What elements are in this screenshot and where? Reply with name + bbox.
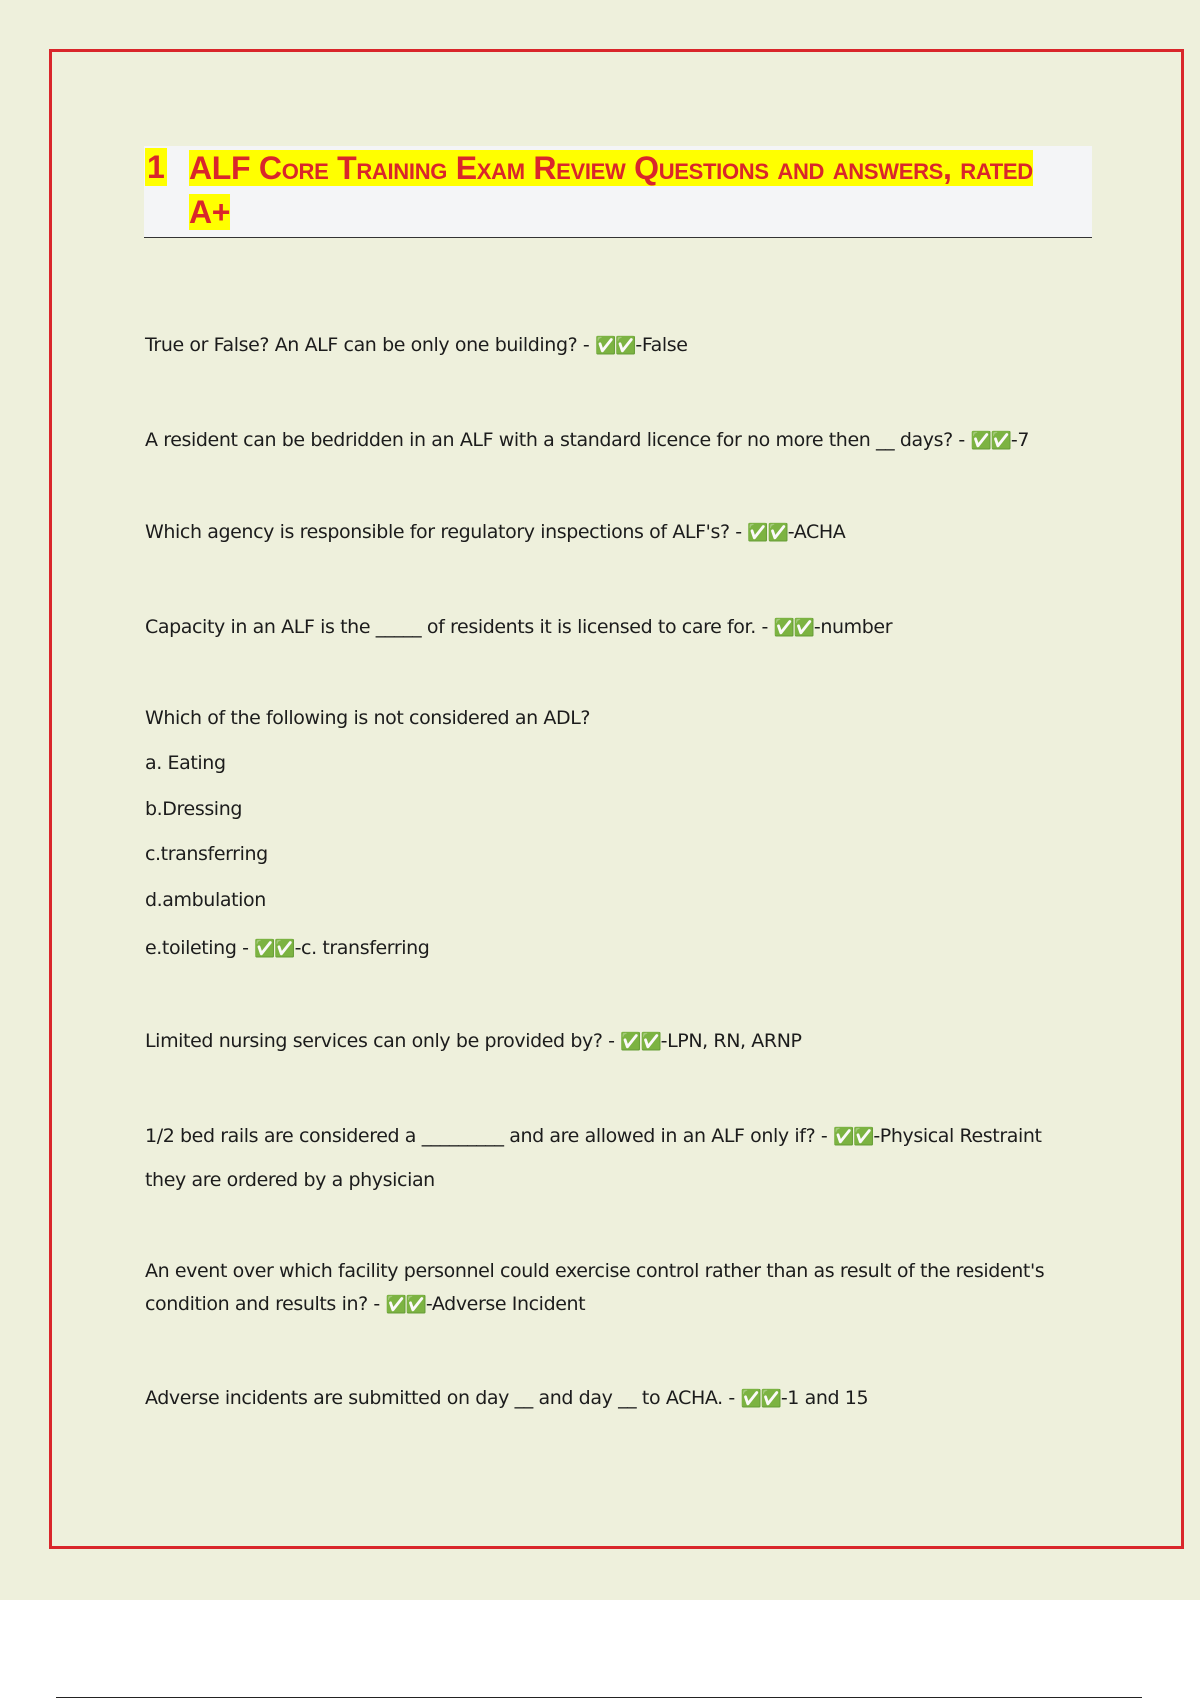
answer-text: -number (813, 616, 893, 638)
check-icon: ✅✅ (595, 336, 636, 356)
check-icon: ✅✅ (747, 523, 788, 543)
question-5: Which of the following is not considered an ADL? (145, 707, 591, 729)
question-text: Limited nursing services can only be provided by? - (145, 1030, 621, 1052)
question-6 (145, 1029, 1085, 1054)
option-c: c.transferring (145, 843, 268, 865)
heading-title-text: ALF Core Training Exam Review Questions and answers, rated A+ (189, 150, 1033, 230)
check-icon: ✅✅ (773, 618, 814, 638)
option-b: b.Dressing (145, 798, 242, 820)
question-7-continuation: they are ordered by a physician (145, 1169, 435, 1191)
question-text: Capacity in an ALF is the _____ of residents it is licensed to care for. - (145, 616, 774, 638)
question-text: A resident can be bedridden in an ALF with a standard licence for no more then __ days? - (145, 429, 971, 451)
answer-text: -Physical Restraint (873, 1125, 1042, 1147)
heading-title (189, 146, 1049, 234)
question-2 (145, 428, 1085, 453)
answer-text: -1 and 15 (780, 1387, 869, 1409)
answer-text: -LPN, RN, ARNP (660, 1030, 802, 1052)
check-icon: ✅✅ (970, 431, 1011, 451)
check-icon: ✅✅ (385, 1295, 426, 1315)
check-icon: ✅✅ (740, 1389, 781, 1409)
question-4 (145, 615, 1085, 640)
check-icon: ✅✅ (254, 939, 295, 959)
question-8 (145, 1255, 1045, 1322)
question-9 (145, 1386, 1085, 1411)
option-d: d.ambulation (145, 889, 266, 911)
question-text: Which agency is responsible for regulatory inspections of ALF's? - (145, 521, 748, 543)
answer-text: -Adverse Incident (425, 1293, 586, 1315)
answer-text: -ACHA (787, 521, 846, 543)
option-a: a. Eating (145, 752, 226, 774)
question-3 (145, 520, 1085, 545)
question-7 (145, 1124, 1085, 1149)
answer-text: -c. transferring (294, 937, 430, 959)
question-text: True or False? An ALF can be only one building? - (145, 334, 596, 356)
question-text: 1/2 bed rails are considered a _________ and are allowed in an ALF only if? - (145, 1125, 833, 1147)
answer-text: -7 (1010, 429, 1030, 451)
question-text: Adverse incidents are submitted on day __ and day __ to ACHA. - (145, 1387, 741, 1409)
heading-number: 1 (147, 149, 165, 185)
footer-rule (56, 1697, 1142, 1698)
question-text: An event over which facility personnel could exercise control rather than as result of the resident's condition and results in? - (145, 1260, 1045, 1315)
question-1 (145, 333, 1085, 358)
check-icon: ✅✅ (620, 1032, 661, 1052)
option-e-text: e.toileting - (145, 937, 255, 959)
option-e (145, 936, 1085, 961)
check-icon: ✅✅ (833, 1127, 874, 1147)
answer-text: -False (635, 334, 688, 356)
